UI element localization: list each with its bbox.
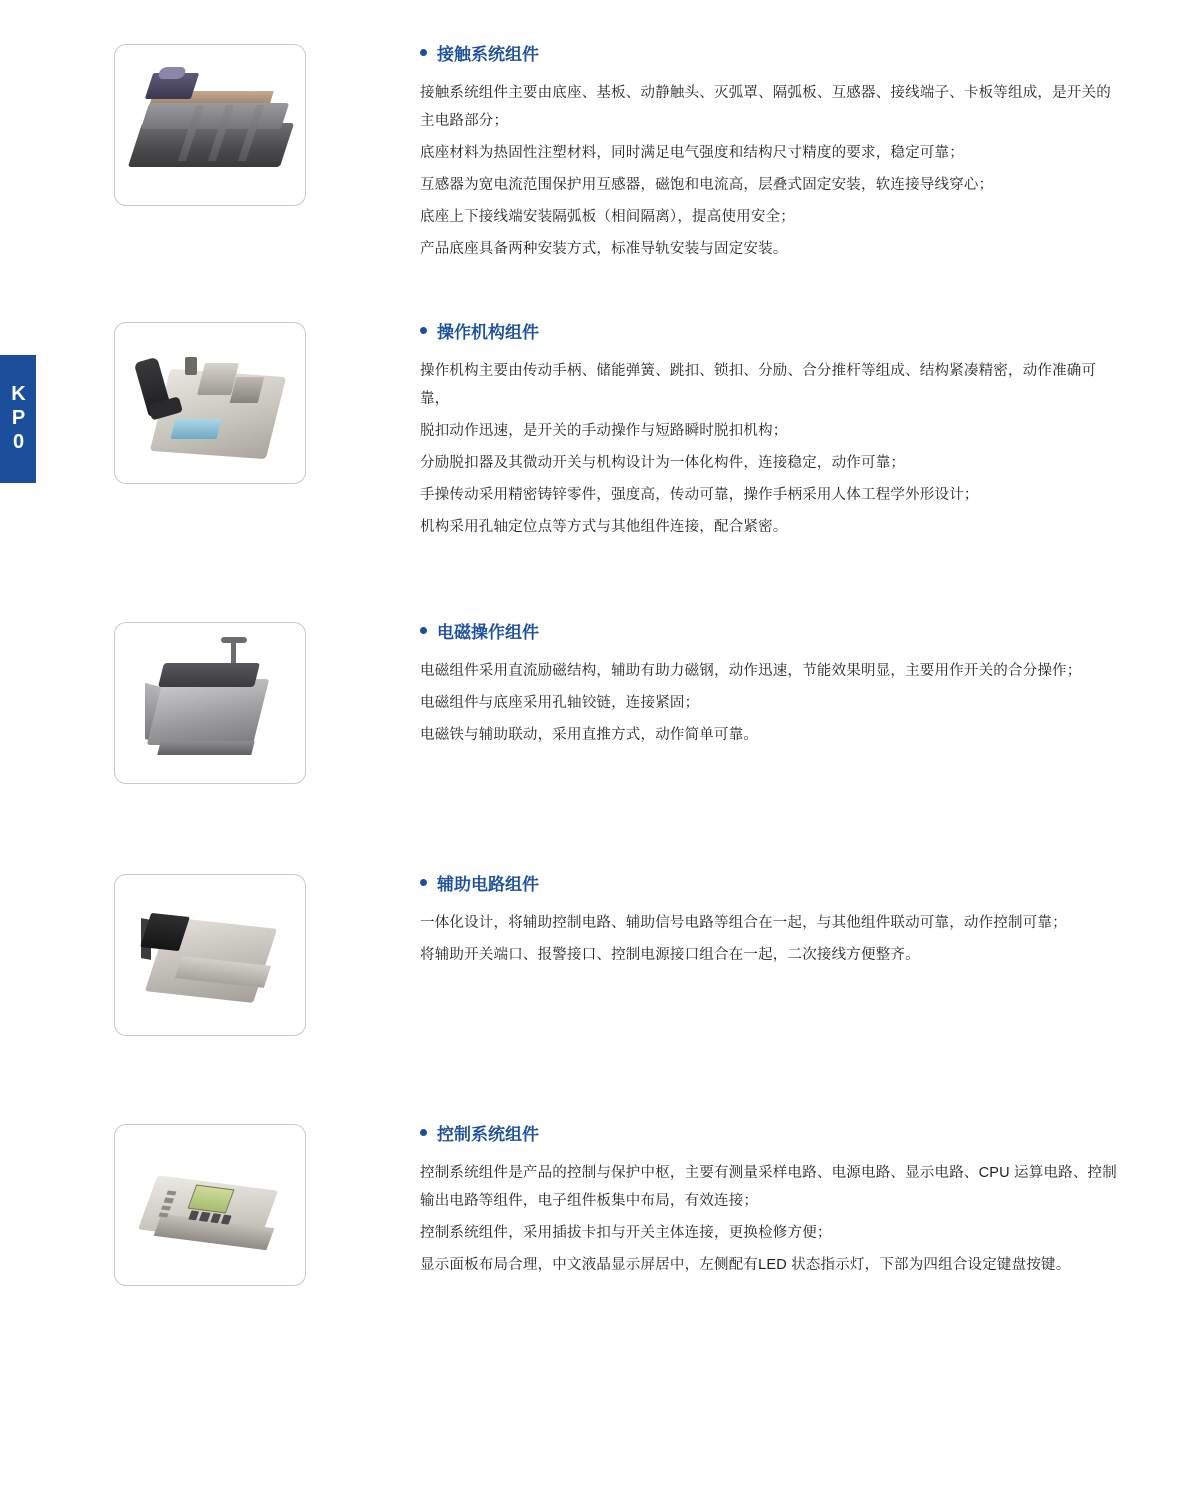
body-paragraph: 电磁组件与底座采用孔轴铰链，连接紧固； (420, 695, 700, 711)
body-paragraph: 接触系统组件主要由底座、基板、动静触头、灭弧罩、隔弧板、互感器、接线端子、卡板等组成，是开关的主电路部分； (420, 85, 1111, 129)
electromagnetic-illustration (115, 623, 305, 783)
section-control-system (0, 1120, 1200, 1286)
section-text (420, 870, 1200, 1036)
body-paragraph: 控制系统组件是产品的控制与保护中枢，主要有测量采样电路、电源电路、显示电路、CPU 运算电路、控制输出电路等组件，电子组件板集中布局，有效连接； (420, 1165, 1117, 1209)
section-electromagnetic-operating (0, 618, 1200, 784)
thumbnail-column (0, 1120, 420, 1286)
side-tab-label: KP0 (7, 383, 30, 455)
thumbnail-column (0, 618, 420, 784)
bullet-icon (420, 879, 427, 886)
section-contact-system (0, 40, 1200, 267)
control-system-illustration (115, 1125, 305, 1285)
body-paragraph: 产品底座具备两种安装方式，标准导轨安装与固定安装。 (420, 241, 788, 257)
body-paragraph: 互感器为宽电流范围保护用互感器，磁饱和电流高，层叠式固定安装，软连接导线穿心； (420, 177, 994, 193)
body-paragraph: 操作机构主要由传动手柄、储能弹簧、跳扣、锁扣、分励、合分推杆等组成、结构紧凑精密，动作准确可靠， (420, 363, 1097, 407)
section-operating-mechanism (0, 318, 1200, 545)
section-title-text: 辅助电路组件 (437, 875, 539, 894)
section-body (420, 909, 1120, 969)
contact-system-illustration (115, 45, 305, 205)
section-title (420, 618, 1120, 643)
section-title (420, 1120, 1120, 1145)
operating-mechanism-illustration (115, 323, 305, 483)
section-text (420, 318, 1200, 545)
bullet-icon (420, 627, 427, 634)
body-paragraph: 底座上下接线端安装隔弧板（相间隔离），提高使用安全； (420, 209, 795, 225)
bullet-icon (420, 49, 427, 56)
body-paragraph: 底座材料为热固性注塑材料，同时满足电气强度和结构尺寸精度的要求，稳定可靠； (420, 145, 964, 161)
body-paragraph: 将辅助开关端口、报警接口、控制电源接口组合在一起，二次接线方便整齐。 (420, 947, 920, 963)
body-paragraph: 手操传动采用精密铸锌零件，强度高，传动可靠，操作手柄采用人体工程学外形设计； (420, 487, 979, 503)
section-title (420, 40, 1120, 65)
body-paragraph: 控制系统组件，采用插拔卡扣与开关主体连接，更换检修方便； (420, 1225, 832, 1241)
thumbnail-column (0, 318, 420, 545)
section-body (420, 1159, 1120, 1279)
thumbnail-column (0, 870, 420, 1036)
section-title-text: 接触系统组件 (437, 45, 539, 64)
section-body (420, 357, 1120, 541)
section-title (420, 318, 1120, 343)
electromagnetic-operating-assembly-image (114, 622, 306, 784)
section-title-text: 电磁操作组件 (437, 623, 539, 642)
section-body (420, 79, 1120, 263)
body-paragraph: 分励脱扣器及其微动开关与机构设计为一体化构件，连接稳定，动作可靠； (420, 455, 906, 471)
contact-system-assembly-image (114, 44, 306, 206)
control-system-assembly-image (114, 1124, 306, 1286)
body-paragraph: 电磁组件采用直流励磁结构，辅助有助力磁钢，动作迅速，节能效果明显，主要用作开关的合分操作； (420, 663, 1082, 679)
body-paragraph: 一体化设计，将辅助控制电路、辅助信号电路等组合在一起，与其他组件联动可靠，动作控制可靠； (420, 915, 1067, 931)
body-paragraph: 显示面板布局合理，中文液晶显示屏居中，左侧配有LED 状态指示灯，下部为四组合设定键盘按键。 (420, 1257, 1071, 1273)
thumbnail-column (0, 40, 420, 267)
auxiliary-circuit-assembly-image (114, 874, 306, 1036)
section-text (420, 1120, 1200, 1286)
body-paragraph: 机构采用孔轴定位点等方式与其他组件连接，配合紧密。 (420, 519, 788, 535)
section-text (420, 40, 1200, 267)
body-paragraph: 电磁铁与辅助联动，采用直推方式，动作简单可靠。 (420, 727, 759, 743)
section-text (420, 618, 1200, 784)
bullet-icon (420, 1129, 427, 1136)
auxiliary-circuit-illustration (115, 875, 305, 1035)
section-title-text: 操作机构组件 (437, 323, 539, 342)
section-title-text: 控制系统组件 (437, 1125, 539, 1144)
bullet-icon (420, 327, 427, 334)
section-auxiliary-circuit (0, 870, 1200, 1036)
section-title (420, 870, 1120, 895)
operating-mechanism-assembly-image (114, 322, 306, 484)
section-body (420, 657, 1120, 749)
body-paragraph: 脱扣动作迅速，是开关的手动操作与短路瞬时脱扣机构； (420, 423, 788, 439)
